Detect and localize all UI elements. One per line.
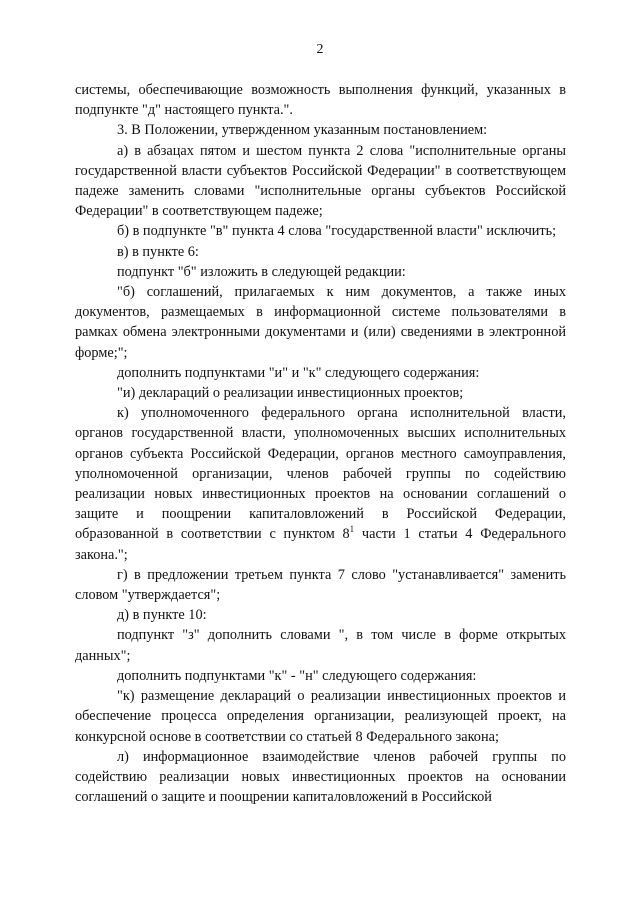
paragraph: 3. В Положении, утвержденном указанным постановлением: bbox=[117, 122, 488, 139]
paragraph-text: к) уполномоченного федерального органа исполнительной власти, органов государственной власти, уполномоченных высших исполнительных органов субъекта Российской Федерации, органов местного самоуправления, уполномоченной организации, членов рабочей группы по содействию реализации новых инвестиционных проектов на основании соглашений о защите и поощрении капиталовложений в Российской Федерации, образованной в соответствии с пунктом 8 bbox=[75, 405, 566, 543]
footnote-superscript: 1 bbox=[349, 524, 355, 535]
paragraph-text-tail: части 1 статьи 4 Федерального закона."; bbox=[75, 526, 566, 563]
paragraph bbox=[75, 403, 566, 565]
paragraph: б) в подпункте "в" пункта 4 слова "государственной власти" исключить; bbox=[117, 223, 557, 240]
paragraph: л) информационное взаимодействие членов рабочей группы по содействию реализации новых инвестиционных проектов на основании соглашений о защите и поощрении капиталовложений в Российской bbox=[75, 748, 566, 806]
paragraph: д) в пункте 10: bbox=[117, 607, 207, 624]
paragraph: г) в предложении третьем пункта 7 слово "устанавливается" заменить словом "утверждается"; bbox=[75, 566, 566, 604]
paragraph: в) в пункте 6: bbox=[117, 243, 199, 260]
paragraph: дополнить подпунктами "и" и "к" следующего содержания: bbox=[117, 364, 480, 381]
paragraph: "и) деклараций о реализации инвестиционных проектов; bbox=[117, 385, 464, 402]
paragraph: "к) размещение деклараций о реализации инвестиционных проектов и обеспечение процесса определения организации, реализующей проект, на конкурсной основе в соответствии со статьей 8 Федерального закона; bbox=[75, 688, 566, 745]
paragraph: а) в абзацах пятом и шестом пункта 2 слова "исполнительные органы государственной власти субъектов Российской Федерации" в соответствующем падеже заменить словами "исполнительные органы субъектов Российской Федерации" в соответствующем падеже; bbox=[75, 142, 566, 220]
paragraph: "б) соглашений, прилагаемых к ним документов, а также иных документов, размещаемых в информационной системе пользователями в рамках обмена электронными документами и (или) сведениями в электронной форме;"; bbox=[75, 284, 566, 361]
document-body bbox=[75, 80, 566, 807]
paragraph: подпункт "з" дополнить словами ", в том числе в форме открытых данных"; bbox=[75, 627, 566, 664]
paragraph: подпункт "б" изложить в следующей редакции: bbox=[117, 263, 406, 280]
paragraph: системы, обеспечивающие возможность выполнения функций, указанных в подпункте "д" настоящего пункта.". bbox=[75, 82, 566, 119]
paragraph: дополнить подпунктами "к" - "н" следующего содержания: bbox=[117, 667, 477, 684]
page-number: 2 bbox=[316, 42, 324, 57]
